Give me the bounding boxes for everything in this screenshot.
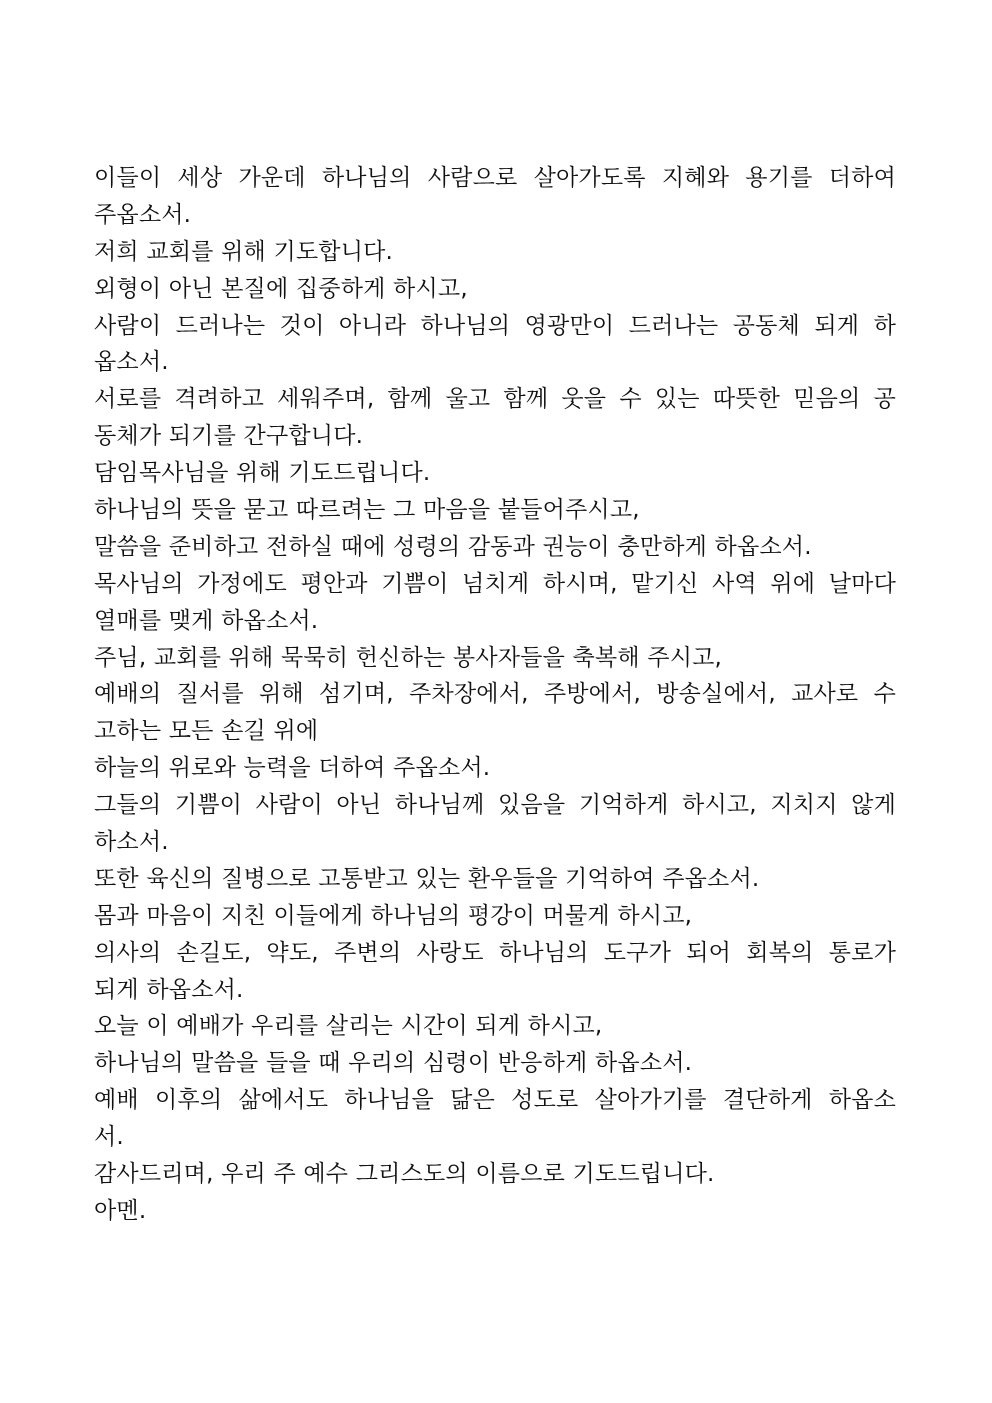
text-line-15: 예배의 질서를 위해 섬기며, 주차장에서, 주방에서, 방송실에서, 교사로 수 bbox=[94, 681, 896, 708]
text-line-10: 하나님의 뜻을 묻고 따르려는 그 마음을 붙들어주시고, bbox=[94, 497, 640, 524]
text-line-17: 하늘의 위로와 능력을 더하여 주옵소서. bbox=[94, 755, 491, 782]
text-line-23: 되게 하옵소서. bbox=[94, 976, 244, 1003]
text-line-21: 몸과 마음이 지친 이들에게 하나님의 평강이 머물게 하시고, bbox=[94, 902, 693, 929]
text-line-25: 하나님의 말씀을 들을 때 우리의 심령이 반응하게 하옵소서. bbox=[94, 1050, 693, 1077]
text-line-13: 열매를 맺게 하옵소서. bbox=[94, 607, 319, 634]
text-line-29: 아멘. bbox=[94, 1197, 147, 1224]
text-line-20: 또한 육신의 질병으로 고통받고 있는 환우들을 기억하여 주옵소서. bbox=[94, 865, 760, 892]
text-line-8: 동체가 되기를 간구합니다. bbox=[94, 423, 364, 450]
text-line-14: 주님, 교회를 위해 묵묵히 헌신하는 봉사자들을 축복해 주시고, bbox=[94, 644, 723, 671]
prayer-text bbox=[94, 160, 896, 1230]
text-line-28: 감사드리며, 우리 주 예수 그리스도의 이름으로 기도드립니다. bbox=[94, 1161, 715, 1188]
text-line-27: 서. bbox=[94, 1124, 124, 1151]
text-line-19: 하소서. bbox=[94, 829, 169, 856]
text-line-7: 서로를 격려하고 세워주며, 함께 울고 함께 웃을 수 있는 따뜻한 믿음의 공 bbox=[94, 386, 896, 413]
text-line-6: 옵소서. bbox=[94, 349, 169, 376]
text-line-5: 사람이 드러나는 것이 아니라 하나님의 영광만이 드러나는 공동체 되게 하 bbox=[94, 312, 896, 339]
text-line-18: 그들의 기쁨이 사람이 아닌 하나님께 있음을 기억하게 하시고, 지치지 않게 bbox=[94, 792, 896, 819]
text-line-2: 주옵소서. bbox=[94, 201, 192, 228]
text-line-12: 목사님의 가정에도 평안과 기쁨이 넘치게 하시며, 맡기신 사역 위에 날마다 bbox=[94, 570, 896, 597]
text-line-1: 이들이 세상 가운데 하나님의 사람으로 살아가도록 지혜와 용기를 더하여 bbox=[94, 165, 896, 191]
text-line-4: 외형이 아닌 본질에 집중하게 하시고, bbox=[94, 275, 468, 302]
text-line-22: 의사의 손길도, 약도, 주변의 사랑도 하나님의 도구가 되어 회복의 통로가 bbox=[94, 939, 896, 966]
text-line-26: 예배 이후의 삶에서도 하나님을 닮은 성도로 살아가기를 결단하게 하옵소 bbox=[94, 1087, 896, 1114]
text-line-24: 오늘 이 예배가 우리를 살리는 시간이 되게 하시고, bbox=[94, 1013, 603, 1040]
text-line-16: 고하는 모든 손길 위에 bbox=[94, 718, 319, 745]
text-line-9: 담임목사님을 위해 기도드립니다. bbox=[94, 460, 431, 487]
text-line-11: 말씀을 준비하고 전하실 때에 성령의 감동과 권능이 충만하게 하옵소서. bbox=[94, 533, 812, 560]
text-line-3: 저희 교회를 위해 기도합니다. bbox=[94, 238, 394, 265]
